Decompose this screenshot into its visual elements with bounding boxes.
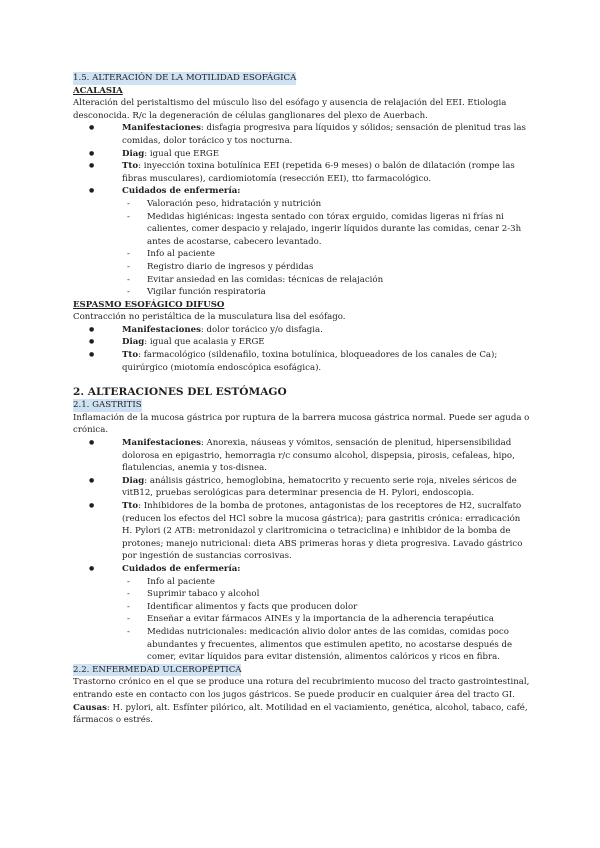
sublist-item: - Vigilar función respiratoria (122, 286, 531, 299)
ulcera-causas (73, 702, 531, 727)
list-item (73, 500, 531, 563)
subsection-heading-espasmo: ESPASMO ESOFÁGICO DIFUSO (73, 299, 225, 310)
list-item (73, 475, 531, 500)
cuidados-sublist (122, 576, 531, 664)
item-text: : igual que acalasia y ERGE (144, 337, 265, 348)
item-text: : análisis gástrico, hemoglobina, hematocrito y recuento serie roja, niveles séricos de vitB12, pruebas serológicas para determinar presencia de H. Pylori, endoscopia. (122, 475, 517, 499)
sublist-item: - Info al paciente (122, 576, 531, 589)
label-diag: Diag (122, 475, 145, 486)
label-manifestaciones: Manifestaciones (122, 123, 201, 134)
list-item (73, 122, 531, 147)
gastritis-list (73, 437, 531, 664)
section-1-5 (73, 72, 531, 374)
list-item (73, 437, 531, 475)
sublist-item: - Suprimir tabaco y alcohol (122, 588, 531, 601)
item-text: : Inhibidores de la bomba de protones, antagonistas de los receptores de H2, sucralfato (reducen los efectos del HCl sobre la mucosa gástrica); para gastritis crónica: erradicación H. Pylori (2 ATB: metronidazol y claritromicina o tetraciclina) e inhibidor de la bomba de protones; manejo nutricional: dieta ABS primeras horas y dieta progresiva. Lavado gástrico por ingestión de sustancias corrosivas. (122, 501, 523, 562)
list-item (73, 563, 531, 664)
section-title: 1.5. ALTERACIÓN DE LA MOTILIDAD ESOFÁGICA (73, 73, 297, 83)
sublist-item: - Evitar ansiedad en las comidas: técnicas de relajación (122, 274, 531, 287)
label-manifestaciones: Manifestaciones (122, 324, 201, 335)
sublist-item: - Registro diario de ingresos y pérdidas (122, 261, 531, 274)
espasmo-intro: Contracción no peristáltica de la musculatura lisa del esófago. (73, 312, 346, 323)
cuidados-sublist (122, 198, 531, 299)
list-item (73, 324, 531, 337)
list-item (73, 185, 531, 298)
document-content (73, 72, 531, 727)
item-text: : Anorexia, náuseas y vómitos, sensación de plenitud, hipersensibilidad dolorosa en epigastrio, hemorragia r/c consumo alcohol, dispepsia, pirosis, cefaleas, hipo, flatulencias, anemia y tos-disnea. (122, 438, 515, 474)
label-diag: Diag (122, 148, 145, 159)
item-text: : igual que ERGE (144, 148, 220, 159)
label-cuidados: Cuidados de enfermería: (122, 563, 241, 574)
item-text: : dolor torácico y/o disfagia. (200, 324, 323, 335)
list-item (73, 336, 531, 349)
list-item (73, 349, 531, 374)
sublist-item: - Identificar alimentos y facts que producen dolor (122, 601, 531, 614)
item-text: : disfagia progresiva para líquidos y sólidos; sensación de plenitud tras las comidas, dolor torácico y tos nocturna. (122, 123, 526, 146)
label-causas: Causas (73, 702, 107, 713)
gastritis-intro: Inflamación de la mucosa gástrica por ruptura de la barrera mucosa gástrica normal. Puede ser aguda o crónica. (73, 412, 530, 436)
sublist-item: - Info al paciente (122, 248, 531, 261)
item-text: : H. pylori, alt. Esfínter pilórico, alt. Motilidad en el vaciamiento, genética, alcohol, tabaco, café, fármacos o estrés. (73, 702, 528, 726)
sublist-item: - Medidas nutricionales: medicación alivio dolor antes de las comidas, comidas poco abundantes y frecuentes, alimentos que estimulen apetito, no acostarse después de comer, evitar líquidos para evitar distensión, alimentos calóricos y ricos en fibra. (122, 626, 531, 664)
acalasia-list (73, 122, 531, 298)
ulcera-intro: Trastorno crónico en el que se produce una rotura del recubrimiento mucoso del tracto gastrointestinal, entrando este en contacto con los jugos gástricos. Se puede producir en cualquier área del tracto GI. (73, 677, 530, 700)
item-text: : inyección toxina botulínica EEI (repetida 6-9 meses) o balón de dilatación (rompe las fibras musculares), cardiomiotomía (resección EEI), tto farmacológico. (122, 161, 515, 184)
list-item (73, 160, 531, 185)
sublist-item: - Enseñar a evitar fármacos AINEs y la importancia de la adherencia terapéutica (122, 613, 531, 626)
label-tto: Tto (122, 350, 139, 361)
label-tto: Tto (122, 501, 139, 511)
subsection-heading-ulcera: 2.2. ENFERMEDAD ULCEROPÉPTICA (73, 664, 242, 675)
section-2 (73, 385, 531, 726)
sublist-item: - Medidas higiénicas: ingesta sentado con tórax erguido, comidas ligeras ni frías ni calientes, comer despacio y relajado, ingerir líquidos durante las comidas, cenar 2-3h antes de acostarse, cabecero levantado. (122, 211, 531, 249)
label-diag: Diag (122, 337, 145, 348)
espasmo-list (73, 324, 531, 374)
list-item (73, 148, 531, 161)
acalasia-intro: Alteración del peristaltismo del músculo liso del esófago y ausencia de relajación del EEI. Etiologia desconocida. R/c la degeneración de células ganglionares del plexo de Auerbach. (73, 98, 507, 121)
label-cuidados: Cuidados de enfermería: (122, 186, 241, 197)
item-text: : farmacológico (sildenafilo, toxina botulínica, bloqueadores de los canales de Ca); quirúrgico (miotomía endoscópica esofágica). (122, 350, 498, 373)
subsection-heading-gastritis: 2.1. GASTRITIS (73, 400, 142, 411)
label-tto: Tto (122, 161, 139, 172)
subsection-heading-acalasia: ACALASIA (73, 85, 123, 96)
sublist-item: - Valoración peso, hidratación y nutrición (122, 198, 531, 211)
section-heading: 2. ALTERACIONES DEL ESTÓMAGO (73, 386, 287, 399)
label-manifestaciones: Manifestaciones (122, 438, 201, 449)
